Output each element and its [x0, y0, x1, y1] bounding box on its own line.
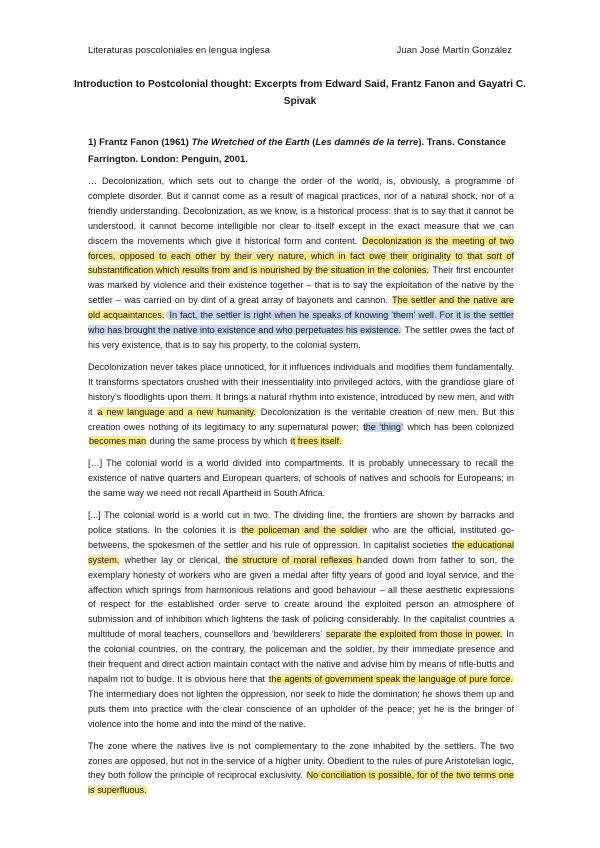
- highlight-blue: In fact, the settler is right when he speaks of knowing ‘them’ well. For it is the settler who has brought the native into existence and who perpetuates his existence.: [88, 310, 515, 336]
- text-run: … Decolonization, which sets out to change the order of the world, is, obviously, a programme of complete disorder. But it cannot come as a result of magical practices, nor of a natural shock, nor of a friendly understanding. Decolonization, as we know, is a historical process: that is to say that it cannot be understood, it cannot become intelligible nor clear to itself except in the exact measure that we can discern the movements which give it historical form and content.: [88, 176, 514, 246]
- highlight-yellow: it frees itself.: [290, 436, 342, 447]
- text-run: Decolonization is the veritable creation of new men. But this creation owes nothing of its legitimacy to any supernatural power;: [88, 406, 515, 432]
- citation-original-title: Les damnés de la terre: [315, 137, 419, 148]
- highlight-yellow: The settler and the native are old acquaintances.: [88, 295, 514, 321]
- citation-suffix: ). Trans. Constance Farrington. London: Penguin, 2001.: [88, 137, 506, 165]
- text-run: anded down from father to son, the exemplary honesty of workers who are given a medal after fifty years of good and loyal service, and the affection which springs from harmonious relations and good behaviour – all these aesthetic expressions of respect for the established order serve to create around the exploited person an atmosphere of submission and of inhibition which lightens the task of policing considerably. In the capitalist countries a multitude of moral teachers, counsellors and ‘bewilderers’: [88, 554, 514, 640]
- text-run: […] The colonial world is a world divided into compartments. It is probably unnecessary to recall the existence of native quarters and European quarters, of schools of natives and schools for Europeans; in the same way we need not recall Apartheid in South Africa.: [88, 458, 514, 499]
- highlight-yellow: the structure of moral reflexes h: [225, 554, 362, 565]
- header-course-title: Literaturas poscoloniales en lengua inglesa: [88, 44, 270, 55]
- highlight-yellow: becomes man: [89, 436, 147, 447]
- citation-work-title: The Wretched of the Earth: [191, 137, 310, 148]
- excerpt-body: [88, 174, 514, 805]
- highlight-yellow: separate the exploited from those in power.: [325, 629, 503, 640]
- highlight-blue: the ‘thing’: [363, 421, 403, 432]
- paragraph-world-cut-in-two: [88, 508, 514, 732]
- text-run: The settler owes the fact of his very existence, that is to say his property, to the colonial system.: [88, 325, 514, 350]
- text-run: The intermediary does not lighten the oppression, nor seek to hide the domination; he shows them up and puts them into practice with the clear conscience of an upholder of the peace; yet he is the bringer of violence into the home and into the mind of the native.: [88, 688, 514, 729]
- highlight-yellow: Decolonization is the meeting of two forces, opposed to each other by their very nature, which in fact owe their originality to that sort of substantification which results from and is nourished by the situation in the colonies.: [88, 235, 514, 276]
- highlight-yellow: the agents of government speak the language of pure force.: [268, 674, 513, 684]
- paragraph-compartments: [88, 456, 514, 501]
- source-citation: [88, 134, 514, 168]
- text-run: In the colonial countries, on the contrary, the policeman and the soldier, by their immediate presence and their frequent and direct action maintain contact with the native and advise him by means of rifle-butts and napalm not to budge. It is obvious here that: [88, 629, 514, 684]
- text-run: whether lay or clerical,: [120, 554, 225, 565]
- paragraph-zones: [88, 739, 514, 799]
- paragraph-new-men: [88, 360, 514, 449]
- highlight-yellow: the educational system,: [88, 539, 514, 565]
- text-run: during the same process by which: [147, 436, 290, 447]
- text-run: [...] The colonial world is a world cut in two. The dividing line, the frontiers are shown by barracks and police stations. In the colonies it is: [88, 510, 514, 535]
- text-run: The zone where the natives live is not complementary to the zone inhabited by the settlers. The two zones are opposed, but not in the service of a higher unity. Obedient to the rules of pure Aristotelian logic, they both follow the principle of reciprocal exclusivity.: [88, 740, 514, 781]
- citation-mid: (: [309, 137, 316, 148]
- paragraph-decolonization: [88, 174, 514, 353]
- header-author: Juan José Martín González: [396, 44, 512, 55]
- text-run: Their first encounter was marked by violence and their existence together – that is to say the exploitation of the native by the settler – was carried on by dint of a great array of bayonets and cannon.: [88, 265, 514, 306]
- highlight-yellow: a new language and a new humanity.: [97, 406, 256, 417]
- document-title: Introduction to Postcolonial thought: Excerpts from Edward Said, Frantz Fanon and Gayatri C. Spivak: [73, 79, 526, 107]
- citation-prefix: 1) Frantz Fanon (1961): [88, 137, 192, 148]
- highlight-yellow: the policeman and the soldier: [241, 524, 368, 535]
- text-run: which has been colonized: [403, 421, 514, 432]
- text-run: Decolonization never takes place unnoticed, for it influences individuals and modifies them fundamentally. It transforms spectators crushed with their inessentiality into privileged actors, with the grandiose glare of history’s floodlights upon them. It brings a natural rhythm into existence, introduced by new men, and with it: [88, 361, 514, 417]
- running-header: [88, 44, 512, 55]
- text-run: who are the official, instituted go-betweens, the spokesmen of the settler and his rule of oppression. In capitalist societies: [88, 524, 514, 550]
- highlight-yellow: No conciliation is possible, for of the two terms one is superfluous.: [88, 770, 514, 796]
